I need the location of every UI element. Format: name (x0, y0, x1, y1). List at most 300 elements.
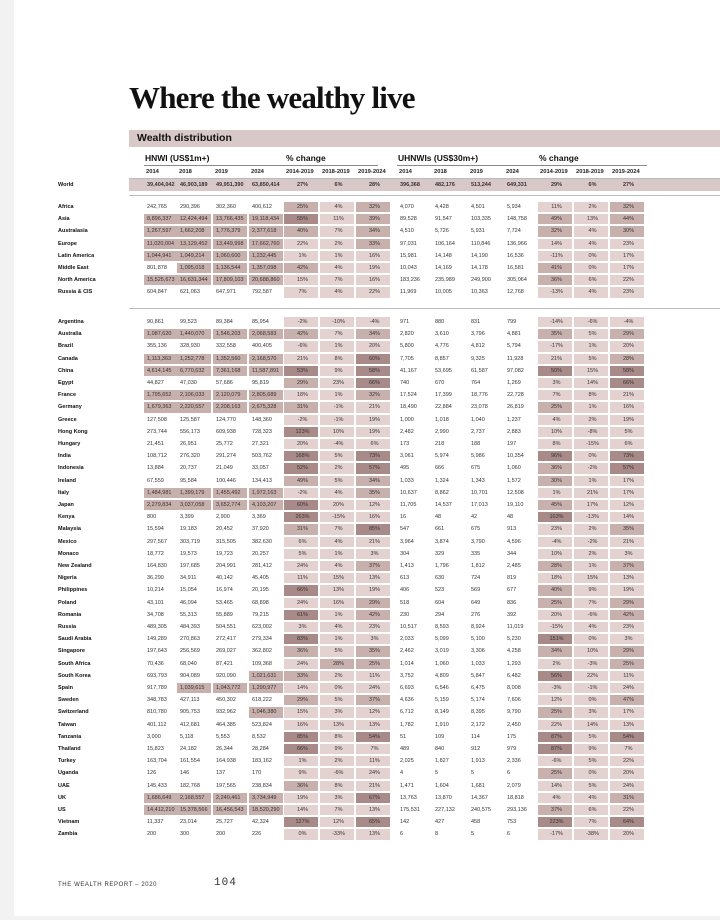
value-cell: 148,758 (507, 216, 527, 223)
change-cell: 32% (622, 204, 634, 210)
value-cell: 14,367 (471, 794, 488, 801)
change-cell: 33% (296, 672, 308, 679)
table-row (14, 179, 720, 191)
change-cell: 34% (368, 477, 380, 484)
value-cell: 518 (400, 599, 410, 606)
value-cell: 8,857 (435, 355, 449, 362)
table-row (14, 633, 720, 645)
value-cell: 4,809 (435, 672, 449, 679)
change-cell: -15% (332, 514, 345, 521)
value-cell: 609,938 (216, 428, 236, 435)
change-cell: 6% (588, 807, 597, 813)
table-row (14, 719, 720, 731)
change-cell: 13% (586, 216, 598, 223)
change-cell: 20% (622, 770, 634, 777)
change-cell: 28% (368, 182, 380, 188)
row-label: Malaysia (58, 526, 81, 533)
change-cell: 2% (588, 204, 597, 210)
value-cell: 4,501 (471, 204, 485, 210)
value-cell: 197,643 (147, 648, 167, 655)
change-cell: 24% (622, 782, 634, 789)
change-cell: 0% (588, 265, 597, 271)
change-cell: 3% (624, 636, 633, 643)
value-cell: 10,214 (147, 587, 164, 594)
change-cell: 10% (550, 550, 562, 557)
value-cell: 1,352,560 (216, 355, 241, 362)
value-cell: 17,662,760 (252, 240, 280, 247)
value-cell: 297,567 (147, 538, 167, 545)
value-cell: 649 (471, 599, 481, 606)
value-cell: 1,049,214 (180, 252, 205, 259)
value-cell: 304 (400, 550, 410, 557)
change-cell: 0% (298, 831, 307, 838)
change-cell: 1% (334, 636, 343, 643)
change-cell: 73% (622, 453, 634, 460)
change-cell: 52% (296, 465, 308, 472)
change-cell: 23% (622, 240, 634, 247)
row-label: Canada (58, 355, 78, 362)
change-cell: -6% (551, 758, 562, 765)
value-cell: 97,082 (507, 367, 524, 374)
value-cell: 134,413 (252, 477, 272, 484)
table-row (14, 584, 720, 596)
value-cell: 482,176 (435, 182, 455, 188)
hnwi-header-rule (144, 165, 378, 166)
value-cell: 48 (507, 514, 514, 521)
table-row (14, 340, 720, 352)
value-cell: 649,331 (507, 182, 527, 188)
change-cell: 7% (334, 228, 343, 235)
change-cell: 17% (586, 502, 598, 508)
value-cell: 227,132 (435, 807, 455, 813)
change-cell: 20% (622, 343, 634, 350)
value-cell: 10,043 (400, 265, 417, 271)
value-cell: 8,008 (507, 685, 521, 691)
value-cell: 5 (471, 831, 475, 838)
value-cell: 67,559 (147, 477, 164, 484)
value-cell: 971 (400, 319, 410, 325)
value-cell: 5 (435, 770, 439, 777)
value-cell: 801,878 (147, 265, 167, 271)
change-cell: 25% (368, 660, 380, 667)
change-cell: 10% (332, 428, 344, 435)
table-row (14, 609, 720, 621)
value-cell: 1,269 (507, 380, 521, 386)
value-cell: 3,752 (400, 672, 414, 679)
value-cell: 34,708 (147, 611, 164, 618)
value-cell: 170 (252, 770, 262, 777)
value-cell: 819 (507, 575, 517, 582)
row-label: Middle East (58, 265, 89, 271)
value-cell: 604 (435, 599, 445, 606)
value-cell: 1,000 (400, 416, 414, 423)
value-cell: 137 (216, 770, 226, 777)
change-cell: 66% (296, 746, 308, 752)
change-cell: 4% (334, 624, 343, 630)
change-cell: 4% (588, 794, 597, 801)
value-cell: 37,920 (252, 526, 269, 533)
value-cell: 20,737 (180, 465, 197, 472)
value-cell: 670 (435, 380, 445, 386)
value-cell: 15,594 (147, 526, 164, 533)
value-cell: 3,037,058 (180, 502, 205, 508)
year-header-2014: 2014 (146, 169, 159, 175)
value-cell: 1,033 (471, 660, 485, 667)
table-row (14, 487, 720, 499)
change-cell: 21% (550, 355, 562, 362)
value-cell: 2,462 (400, 648, 414, 655)
value-cell: 148,360 (252, 416, 272, 423)
change-cell: 32% (550, 228, 562, 235)
value-cell: 61,587 (471, 367, 488, 374)
value-cell: 5,099 (435, 636, 449, 643)
value-cell: 16,631,344 (180, 277, 208, 284)
value-cell: 164,830 (147, 563, 167, 569)
value-cell: 2,168,570 (252, 355, 277, 362)
value-cell: 11,969 (400, 289, 417, 296)
change-cell: 29% (296, 697, 308, 704)
change-cell: 23% (622, 624, 634, 630)
value-cell: 905,753 (180, 709, 200, 716)
value-cell: 1,014 (400, 660, 414, 667)
change-cell: 50% (550, 367, 562, 374)
change-cell: 4% (552, 416, 561, 423)
value-cell: 41,167 (400, 367, 417, 374)
value-cell: 42 (471, 514, 478, 521)
change-cell: 4% (552, 794, 561, 801)
change-cell: 40% (550, 587, 562, 594)
value-cell: 1,290,977 (252, 685, 277, 691)
change-cell: 5% (298, 550, 307, 557)
change-cell: 6% (370, 441, 379, 447)
change-cell: -13% (550, 289, 563, 296)
value-cell: 2,220,557 (180, 404, 205, 411)
change-cell: 21% (622, 392, 634, 399)
value-cell: 16,974 (216, 587, 233, 594)
change-cell: 11% (333, 216, 344, 223)
value-cell: 836 (507, 599, 517, 606)
region-divider (129, 308, 720, 309)
change-cell: 7% (334, 277, 343, 284)
table-row (14, 560, 720, 572)
table-row (14, 286, 720, 298)
change-cell: 47% (622, 697, 634, 704)
value-cell: 6,770,632 (180, 367, 205, 374)
uhnwi-change-header: % change (539, 153, 579, 163)
value-cell: 2,240,461 (216, 794, 241, 801)
change-cell: 163% (549, 514, 564, 521)
value-cell: 161,554 (180, 758, 200, 765)
value-cell: 4,812 (471, 343, 485, 350)
value-cell: 26,344 (216, 746, 233, 752)
change-cell: 31% (296, 404, 308, 411)
value-cell: 279,334 (252, 636, 272, 643)
value-cell: 79,215 (252, 611, 269, 618)
change-cell: 19% (368, 265, 380, 271)
value-cell: 68,040 (180, 660, 197, 667)
value-cell: 28,284 (252, 746, 269, 752)
change-cell: 168% (295, 453, 310, 460)
change-cell: 34% (550, 648, 562, 655)
uhnwi-header: UHNWIs (US$30m+) (398, 153, 479, 163)
value-cell: 1,293 (507, 660, 521, 667)
change-cell: 9% (588, 746, 597, 752)
value-cell: 33,057 (252, 465, 269, 472)
change-cell: 67% (368, 794, 380, 801)
row-label: Australia (58, 331, 82, 338)
value-cell: 503,762 (252, 453, 272, 460)
value-cell: 18,776 (471, 392, 488, 399)
value-cell: 19,723 (216, 550, 233, 557)
value-cell: 300 (180, 831, 190, 838)
value-cell: 4,510 (400, 228, 414, 235)
change-cell: 7% (334, 526, 343, 533)
value-cell: 4,881 (507, 331, 521, 338)
value-cell: 238,834 (252, 782, 272, 789)
value-cell: 16,581 (507, 265, 524, 271)
row-label: South Korea (58, 672, 91, 679)
value-cell: 2,208,163 (216, 404, 241, 411)
value-cell: 21,049 (216, 465, 233, 472)
value-cell: 406 (400, 587, 410, 594)
value-cell: 36,290 (147, 575, 164, 582)
value-cell: 17,809,103 (216, 277, 244, 284)
change-cell: 12% (332, 819, 344, 826)
change-cell: 13% (332, 721, 344, 728)
value-cell: 6,475 (471, 685, 485, 691)
change-cell: 1% (298, 252, 307, 259)
change-cell: 41% (550, 265, 562, 271)
value-cell: 290,396 (180, 204, 200, 210)
change-cell: -17% (550, 343, 563, 350)
change-cell: 31% (296, 526, 308, 533)
value-cell: 13,870 (435, 794, 452, 801)
value-cell: 1,399,179 (180, 489, 205, 496)
value-cell: 6 (400, 831, 404, 838)
change-cell: 85% (368, 526, 380, 533)
change-cell: 27% (622, 182, 634, 188)
value-cell: 149,289 (147, 636, 167, 643)
table-title: Wealth distribution (137, 132, 232, 144)
table-row (14, 828, 720, 840)
value-cell: 9,790 (507, 709, 521, 716)
row-label: US (58, 807, 66, 813)
change-cell: 20% (368, 343, 380, 350)
value-cell: 3,790 (471, 538, 485, 545)
value-cell: 6,712 (400, 709, 414, 716)
value-cell: 27,321 (252, 441, 269, 447)
value-cell: 11,020,004 (147, 240, 175, 247)
value-cell: 489,305 (147, 624, 167, 630)
change-cell: -13% (586, 514, 599, 521)
value-cell: 504,551 (216, 624, 236, 630)
value-cell: 44,827 (147, 380, 164, 386)
value-cell: 4,776 (435, 343, 449, 350)
value-cell: 513,244 (471, 182, 491, 188)
change-cell: 0% (588, 453, 597, 460)
change-cell: -1% (587, 685, 598, 691)
value-cell: 47,030 (180, 380, 197, 386)
page-title: Where the wealthy live (129, 80, 415, 115)
period-header-2018-2019: 2018-2019 (322, 169, 350, 175)
change-cell: 9% (588, 587, 597, 594)
change-cell: 24% (622, 685, 634, 691)
value-cell: 1,413 (400, 563, 414, 569)
change-cell: 14% (586, 721, 598, 728)
change-cell: 5% (334, 453, 343, 460)
change-cell: 21% (586, 489, 598, 496)
value-cell: 15,525,673 (147, 277, 175, 284)
value-cell: 197 (507, 441, 517, 447)
change-cell: 60% (296, 502, 308, 508)
change-cell: 14% (586, 380, 598, 386)
value-cell: 362,802 (252, 648, 272, 655)
change-cell: -6% (587, 319, 598, 325)
row-label: Indonesia (58, 465, 84, 472)
value-cell: 256,569 (180, 648, 200, 655)
change-cell: 6% (588, 277, 597, 284)
change-cell: 23% (368, 624, 380, 630)
value-cell: 8 (435, 831, 439, 838)
value-cell: 1,033 (400, 477, 414, 484)
value-cell: 21,451 (147, 441, 164, 447)
change-cell: 28% (622, 355, 634, 362)
value-cell: 235,989 (435, 277, 455, 284)
value-cell: 1,686,649 (147, 794, 172, 801)
value-cell: 2,377,618 (252, 228, 277, 235)
value-cell: 810,780 (147, 709, 167, 716)
change-cell: 1% (588, 563, 597, 569)
value-cell: 5,159 (435, 697, 449, 704)
value-cell: 740 (400, 380, 410, 386)
change-cell: 30% (550, 477, 562, 484)
value-cell: 18,520,290 (252, 807, 280, 813)
value-cell: 124,770 (216, 416, 236, 423)
value-cell: 799 (507, 319, 517, 325)
uhnwi-header-rule (397, 165, 647, 166)
table-row (14, 365, 720, 377)
row-label: Italy (58, 489, 70, 496)
change-cell: 11% (369, 758, 380, 765)
change-cell: -2% (297, 489, 308, 496)
value-cell: 427,113 (180, 697, 200, 704)
value-cell: 146 (180, 770, 190, 777)
value-cell: 2,068,583 (252, 331, 277, 338)
value-cell: 1,324 (435, 477, 449, 484)
value-cell: 547 (400, 526, 410, 533)
value-cell: 1,440,070 (180, 331, 205, 338)
table-row (14, 201, 720, 213)
change-cell: -1% (333, 404, 344, 411)
change-cell: 35% (622, 526, 634, 533)
value-cell: 412,681 (180, 721, 200, 728)
value-cell: 4,428 (435, 204, 449, 210)
value-cell: 2,033 (400, 636, 414, 643)
change-cell: 3% (334, 709, 343, 716)
value-cell: 489 (400, 746, 410, 752)
uhnwi-year-header-2018: 2018 (434, 169, 447, 175)
change-cell: -3% (551, 685, 562, 691)
value-cell: 12,424,494 (180, 216, 208, 223)
change-cell: 5% (588, 758, 597, 765)
change-cell: 21% (296, 355, 308, 362)
value-cell: 2,168,557 (180, 794, 205, 801)
change-cell: 66% (622, 380, 634, 386)
change-cell: 5% (334, 477, 343, 484)
change-cell: 57% (368, 465, 380, 472)
value-cell: 13,449,998 (216, 240, 244, 247)
value-cell: 3,964 (400, 538, 414, 545)
value-cell: 164,938 (216, 758, 236, 765)
change-cell: 5% (588, 355, 597, 362)
value-cell: 979 (507, 746, 517, 752)
change-cell: 11% (623, 672, 634, 679)
change-cell: 2% (552, 660, 561, 667)
value-cell: 1,972,163 (252, 489, 277, 496)
value-cell: 53,695 (435, 367, 452, 374)
table-row (14, 694, 720, 706)
value-cell: 10,354 (507, 453, 524, 460)
change-cell: 1% (334, 392, 343, 399)
change-cell: 61% (296, 611, 308, 618)
table-row (14, 682, 720, 694)
change-cell: 22% (368, 289, 380, 296)
value-cell: 197,685 (180, 563, 200, 569)
value-cell: 34,911 (180, 575, 197, 582)
change-cell: 40% (296, 228, 308, 235)
change-cell: 7% (334, 807, 343, 813)
change-cell: -4% (333, 441, 344, 447)
value-cell: 5 (471, 770, 475, 777)
change-cell: -6% (297, 343, 308, 350)
change-cell: 22% (296, 240, 308, 247)
row-label: UAE (58, 782, 70, 789)
row-label: Philippines (58, 587, 88, 594)
change-cell: 16% (368, 277, 380, 284)
change-cell: 5% (588, 782, 597, 789)
row-label: Tanzania (58, 733, 82, 740)
value-cell: 5,553 (216, 733, 230, 740)
change-cell: 1% (298, 758, 307, 765)
value-cell: 753 (507, 819, 517, 826)
uhnwi-year-header-2019: 2019 (470, 169, 483, 175)
change-cell: 24% (296, 599, 308, 606)
value-cell: 1,021,631 (252, 672, 277, 679)
table-row (14, 401, 720, 413)
uhnwi-year-header-2014: 2014 (399, 169, 412, 175)
change-cell: 9% (334, 367, 343, 374)
change-cell: 8% (334, 733, 343, 740)
value-cell: 1,343 (471, 477, 485, 484)
change-cell: 42% (368, 611, 380, 618)
value-cell: 109 (435, 733, 445, 740)
value-cell: 2,450 (507, 721, 521, 728)
value-cell: 303,719 (180, 538, 200, 545)
table-row (14, 804, 720, 816)
row-label: Greece (58, 416, 77, 423)
value-cell: 13,766,435 (216, 216, 244, 223)
value-cell: 87,421 (216, 660, 233, 667)
row-label: Europe (58, 240, 77, 247)
value-cell: 335 (471, 550, 481, 557)
change-cell: -17% (550, 831, 563, 838)
change-cell: 14% (296, 685, 308, 691)
value-cell: 2,805,689 (252, 392, 277, 399)
table-row (14, 499, 720, 511)
value-cell: 618,222 (252, 697, 272, 704)
change-cell: 36% (550, 465, 562, 472)
value-cell: 1,662,208 (180, 228, 205, 235)
